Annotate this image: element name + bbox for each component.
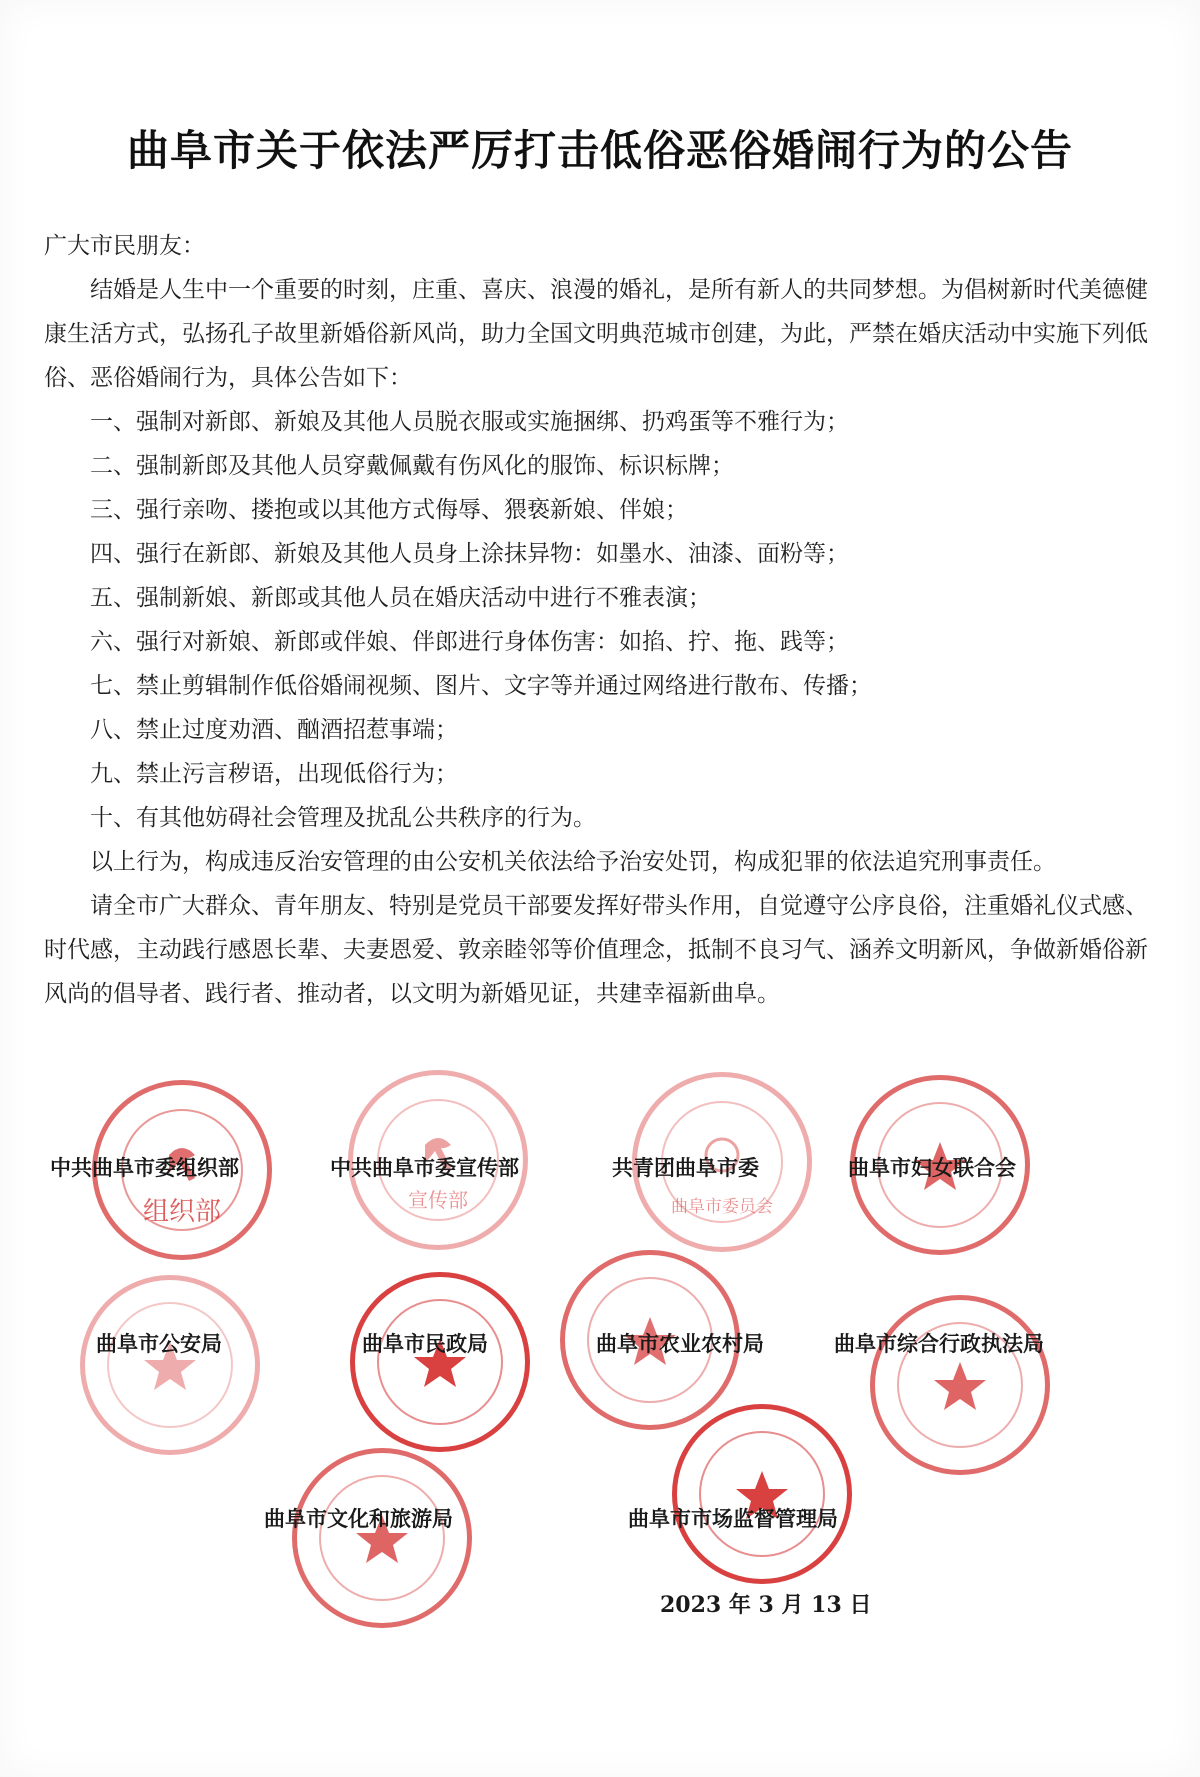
- list-item: 四、强行在新郎、新娘及其他人员身上涂抹异物：如墨水、油漆、面粉等；: [90, 541, 849, 567]
- seal-culture-tourism: [292, 1448, 472, 1628]
- notice-body: [44, 224, 1160, 1016]
- signatory-org: 共青团曲阜市委: [612, 1155, 759, 1180]
- signatory-org: 曲阜市综合行政执法局: [834, 1331, 1044, 1356]
- greeting: 广大市民朋友：: [44, 233, 205, 259]
- signatory-org: 中共曲阜市委组织部: [50, 1155, 239, 1180]
- prohibited-items-list: [44, 400, 1160, 840]
- star-icon: [85, 1280, 255, 1450]
- list-item: 十、有其他妨碍社会管理及扰乱公共秩序的行为。: [90, 805, 596, 831]
- issue-date: 2023 年 3 月 13 日: [660, 1592, 872, 1618]
- appeal-paragraph: 请全市广大群众、青年朋友、特别是党员干部要发挥好带头作用，自觉遵守公序良俗，注重婚礼仪式感、时代感，主动践行感恩长辈、夫妻恩爱、敦亲睦邻等价值理念，抵制不良习气、涵养文明新风，争做新婚俗新风尚的倡导者、践行者、推动者，以文明为新婚见证，共建幸福新曲阜。: [44, 893, 1148, 1007]
- signatory-org: 曲阜市公安局: [96, 1331, 222, 1356]
- signatory-org: 曲阜市民政局: [362, 1331, 488, 1356]
- seal-public-security: [80, 1275, 260, 1455]
- list-item: 八、禁止过度劝酒、酗酒招惹事端；: [90, 717, 458, 743]
- list-item: 二、强制新郎及其他人员穿戴佩戴有伤风化的服饰、标识标牌；: [90, 453, 734, 479]
- signatory-org: 曲阜市市场监督管理局: [628, 1506, 838, 1531]
- seal-law-enforcement: [870, 1295, 1050, 1475]
- list-item: 一、强制对新郎、新娘及其他人员脱衣服或实施捆绑、扔鸡蛋等不雅行为；: [90, 409, 849, 435]
- signatory-org: 曲阜市农业农村局: [596, 1331, 764, 1356]
- seal-civil-affairs: [350, 1272, 530, 1452]
- star-icon: [875, 1300, 1045, 1470]
- seal-market-supervision: [672, 1404, 852, 1584]
- seal-inner-text: 宣传部: [408, 1188, 468, 1212]
- list-item: 七、禁止剪辑制作低俗婚闹视频、图片、文字等并通过网络进行散布、传播；: [90, 673, 872, 699]
- list-item: 三、强行亲吻、搂抱或以其他方式侮辱、猥亵新娘、伴娘；: [90, 497, 688, 523]
- star-icon: [355, 1277, 525, 1447]
- seal-inner-text: 组织部: [142, 1197, 222, 1227]
- penalty-paragraph: 以上行为，构成违反治安管理的由公安机关依法给予治安处罚，构成犯罪的依法追究刑事责任。: [90, 849, 1056, 875]
- signatory-org: 曲阜市文化和旅游局: [264, 1506, 453, 1531]
- star-icon: [677, 1409, 847, 1579]
- list-item: 五、强制新娘、新郎或其他人员在婚庆活动中进行不雅表演；: [90, 585, 711, 611]
- star-icon: [297, 1453, 467, 1623]
- notice-title: 曲阜市关于依法严厉打击低俗恶俗婚闹行为的公告: [126, 126, 1073, 175]
- intro-paragraph: 结婚是人生中一个重要的时刻，庄重、喜庆、浪漫的婚礼，是所有新人的共同梦想。为倡树新时代美德健康生活方式，弘扬孔子故里新婚俗新风尚，助力全国文明典范城市创建，为此，严禁在婚庆活动中实施下列低俗、恶俗婚闹行为，具体公告如下：: [44, 277, 1148, 391]
- list-item: 六、强行对新娘、新郎或伴娘、伴郎进行身体伤害：如掐、拧、拖、践等；: [90, 629, 849, 655]
- signatory-org: 曲阜市妇女联合会: [848, 1155, 1016, 1180]
- signatory-org: 中共曲阜市委宣传部: [330, 1155, 519, 1180]
- seal-inner-text: 曲阜市委员会: [671, 1197, 773, 1217]
- list-item: 九、禁止污言秽语，出现低俗行为；: [90, 761, 458, 787]
